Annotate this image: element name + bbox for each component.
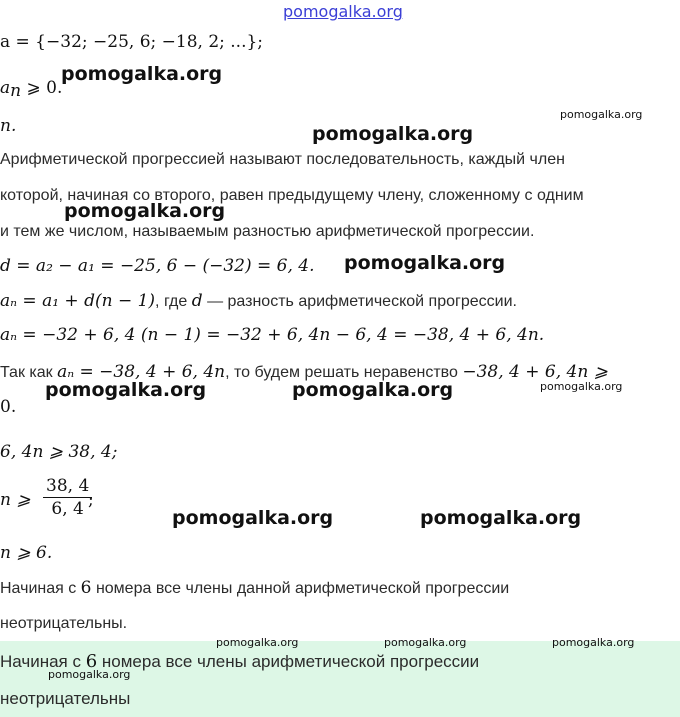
watermark-small: pomogalka.org xyxy=(48,668,131,681)
definition-line-3: и тем же числом, называемым разностью арифметической прогрессии. xyxy=(0,223,535,240)
difference-calc: d = a₂ − a₁ = −25, 6 − (−32) = 6, 4. xyxy=(0,256,315,276)
since-text: Так как xyxy=(0,364,58,381)
answer-suffix: номера все члены арифметической прогрессии xyxy=(97,652,480,671)
formula-math: aₙ = a₁ + d(n − 1) xyxy=(0,291,156,311)
answer-number: 6 xyxy=(85,651,98,672)
variable-n: n. xyxy=(0,116,17,136)
watermark: pomogalka.org xyxy=(420,507,582,529)
answer-line-2: неотрицательны xyxy=(0,689,131,708)
math-sub-n: n xyxy=(10,81,22,101)
conclusion-line-1 xyxy=(0,578,509,598)
inequality-math: −38, 4 + 6, 4n ⩾ xyxy=(462,362,608,382)
watermark: pomogalka.org xyxy=(292,379,454,401)
watermark: pomogalka.org xyxy=(344,252,506,274)
fraction-numerator: 38, 4 xyxy=(43,476,92,498)
watermark-small: pomogalka.org xyxy=(552,636,635,649)
inequality-step-3: n ⩾ 6. xyxy=(0,543,53,563)
nth-term-formula xyxy=(0,291,517,311)
formula-d: d xyxy=(191,291,203,311)
since-text-2: , то будем решать неравенство xyxy=(225,364,463,381)
fraction-semicolon: ; xyxy=(88,490,94,510)
definition-line-2: которой, начиная со второго, равен предыдущему члену, сложенному с одним xyxy=(0,187,584,204)
math-a: a xyxy=(0,78,11,98)
watermark-top[interactable]: pomogalka.org xyxy=(283,2,403,21)
watermark: pomogalka.org xyxy=(45,379,207,401)
watermark-small: pomogalka.org xyxy=(384,636,467,649)
watermark-small: pomogalka.org xyxy=(560,108,643,121)
conclusion-prefix: Начиная с xyxy=(0,580,81,597)
nonneg-condition xyxy=(0,78,62,101)
watermark-small: pomogalka.org xyxy=(540,380,623,393)
conclusion-line-2: неотрицательны. xyxy=(0,615,128,632)
conclusion-suffix: номера все члены данной арифметической прогрессии xyxy=(91,580,510,597)
answer-prefix: Начиная с xyxy=(0,652,86,671)
sequence-definition: a = {−32; −25, 6; −18, 2; ...}; xyxy=(0,32,264,52)
formula-tail: — разность арифметической прогрессии. xyxy=(202,293,517,310)
inequality-step-1: 6, 4n ⩾ 38, 4; xyxy=(0,442,118,462)
formula-where: , где xyxy=(155,293,192,310)
nth-term-calc: aₙ = −32 + 6, 4 (n − 1) = −32 + 6, 4n − 6, 4 = −38, 4 + 6, 4n. xyxy=(0,325,545,345)
definition-line-1: Арифметической прогрессией называют последовательность, каждый член xyxy=(0,151,565,168)
watermark: pomogalka.org xyxy=(61,63,223,85)
math-geq-zero: ⩾ 0. xyxy=(21,78,63,98)
watermark: pomogalka.org xyxy=(312,123,474,145)
fraction xyxy=(43,476,92,519)
watermark: pomogalka.org xyxy=(64,200,226,222)
watermark: pomogalka.org xyxy=(172,507,334,529)
conclusion-number: 6 xyxy=(80,578,92,598)
inequality-step-2-left: n ⩾ xyxy=(0,490,31,510)
watermark-small: pomogalka.org xyxy=(216,636,299,649)
since-math: aₙ = −38, 4 + 6, 4n xyxy=(57,362,226,382)
inequality-zero: 0. xyxy=(0,397,17,417)
fraction-denominator: 6, 4 xyxy=(51,499,84,519)
